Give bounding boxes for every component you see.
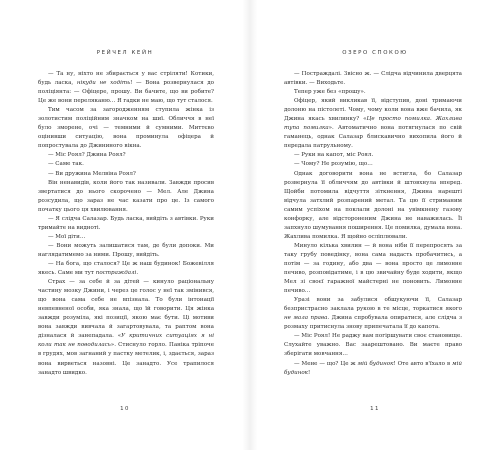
italic-text: Це просто помилка. Жахлива тупа помилка: [284, 116, 463, 132]
running-head-author: РЕЙЧЕЛ КЕЙН: [96, 50, 154, 56]
page-number-left: 10: [120, 406, 130, 412]
paragraph: [38, 179, 214, 215]
paragraph: [38, 170, 214, 179]
paragraph: [38, 215, 214, 233]
text-run: — Вони можуть залишатися там, де були допоки. Ми наглядатимемо за ними. Прошу, вийдіть.: [38, 242, 214, 258]
italic-text: постраждалі: [95, 270, 137, 277]
italic-text: мій будинок: [284, 360, 462, 376]
text-run: Тепер уже без «прошу».: [294, 89, 366, 96]
italic-text: нікуди не ходіть: [76, 80, 131, 87]
text-run: — Мої діти…: [48, 233, 86, 240]
paragraph: [38, 106, 214, 151]
paragraph: [284, 160, 462, 169]
paragraph: [284, 242, 462, 296]
text-run: ! — Вона розвернулася до поліціянта: — Офіцере, прошу. Ви бачите, що ви робите? Це же вони переляканю… Я гадки не маю, що тут сталося.: [38, 80, 214, 105]
running-head-title: ОЗЕРО СПОКОЮ: [342, 50, 408, 56]
paragraph: [38, 242, 214, 260]
text-run: — Мене — що? Це ж: [294, 360, 358, 367]
text-run: Страх — за себе й за дітей — кинуло раціональну частину мозку Джини, і через це голос у неї так змінився, що вона сама себе не впізнала. То були інтонації невпевненої особи, яка знала, що їй говорити. Ця жінка завжди розуміла, які позиції, якою має бути. Ці мотиви вона завжди вивчала й загартовувала, та раптом вона дізналася й занепадала. «: [38, 279, 214, 340]
paragraph: [38, 160, 214, 169]
text-run: — Та ну, ніхто не збирається у вас стріляти! Котики, будь ласка,: [38, 71, 214, 87]
italic-text: не мала права: [284, 315, 328, 322]
text-run: — Саме так.: [48, 161, 84, 168]
paragraph: [284, 70, 462, 88]
text-run: — На бога, що сталося? Це ж наш будинок! Божевілля якесь. Саме ми тут: [38, 260, 214, 277]
paragraph: [284, 296, 462, 332]
paragraph: [38, 260, 214, 278]
text-run: Офіцер, який викликав її, відступив, доні тримаючи долоню на пістолеті. Чому, чому коли вона вже бачила, як Джина якась хвилинку? «: [284, 98, 462, 123]
paragraph: [284, 97, 462, 151]
italic-text: У критичних ситуаціях я ні коли так не поводилась: [38, 333, 214, 349]
text-run: ». Автоматично вона потягнулася по свій гаманець, однак Салазар блискавично вихопила його й передала патрульному.: [284, 125, 462, 150]
paragraph: [284, 151, 462, 160]
text-run: — Ви дружина Мелвіна Роял?: [48, 170, 136, 177]
paragraph: [284, 360, 462, 378]
paragraph: [38, 70, 214, 106]
text-run: — Чому? Не розумію, що…: [294, 161, 373, 168]
text-run: !: [308, 369, 311, 376]
text-run: . Джина спробувала опиратися, але слідча з розмаху притиснула знову припечатала її до капота.: [284, 315, 462, 331]
text-run: ! Оте авто в'їхало в: [393, 360, 453, 367]
text-run: Він ненавидів, коли його так називали. Завжди просив звертатися до нього скорочено — Мел. Але Джина розсудила, що зараз не час казати про це. Із самого початку цього ця хвилювання.: [38, 179, 214, 213]
text-run: Тим часом за загородженням ступила жінка із золотистим поліційним значком на шиї. Обличчя в неї було зморене, очі — темними й сумними. Миттєво оцінивши ситуацію, вона проминула офіцера й попростувала до Джининого вікна.: [38, 107, 214, 150]
text-run: — Міс Роял? Джина Роял?: [48, 152, 126, 159]
text-run: .: [136, 270, 139, 277]
italic-text: мій будинок: [357, 360, 394, 367]
text-run: — Руки на капот, міс Роял.: [294, 152, 374, 159]
text-run: Уразі вони за забулися обшукуючи її, Салазар безпристрасно заклала рукою в те місце, торкатися якого: [284, 297, 462, 313]
paragraph: [284, 170, 462, 242]
text-run: Однак договорити вона не встигла, бо Салазар розвернула її обличчям до автівки й штовхнула вперед. Щойби потомила відчуття зіткнення, Джина нарешті відчула затхлий розпарений метал. Та цю її стриманим самим успіхом на поклали долоні на увімкнену газову конфорку, але відстороненим Джина не наважилась. Її запхнуло шумування поширення. Це помилка, думала вона. Жахлива помилка. Я щойно осліплювали.: [284, 170, 462, 240]
paragraph: [38, 151, 214, 160]
text-run: — Міс Роял! Не раджу вам погіршувати своє становище. Слухайте уважно. Вас заарештовано. Ви маєте право зберігати мовчання…: [284, 333, 462, 358]
paragraph: [284, 88, 462, 97]
page-number-right: 11: [370, 406, 380, 412]
text-run: Минуло кілька хвилин — й вона ніби її перепросять за таку грубу поведінку, вона сама надасть пробачитись, а потім — за годину, або два — вона просто це лимонне печиво, розповідатиме, і в цю звичайну буде ходити, якщо Мел зі своєї гаражної майстерні не поновить. Лимонне печиво…: [284, 242, 462, 295]
paragraph: [38, 278, 214, 378]
text-run: ». Стиснуло горло. Паніка тріпоче в грудях, мов загнаний у пастку метелик, і, здається, зараз вона вирветься назовні. Це занадто. Усе трапилося занадто швидко.: [38, 342, 214, 376]
right-page: [250, 0, 500, 450]
text-run: — Я слідча Салазар. Будь ласка, вийдіть з автівки. Руки тримайте на видноті.: [38, 215, 214, 231]
left-page-body: [38, 70, 214, 378]
right-page-body: [284, 70, 462, 378]
paragraph: [38, 233, 214, 242]
paragraph: [284, 332, 462, 359]
text-run: — Постраждалі. Звісно ж. — Слідча відчинила дверцята автівки. — Виходьте.: [284, 71, 462, 87]
